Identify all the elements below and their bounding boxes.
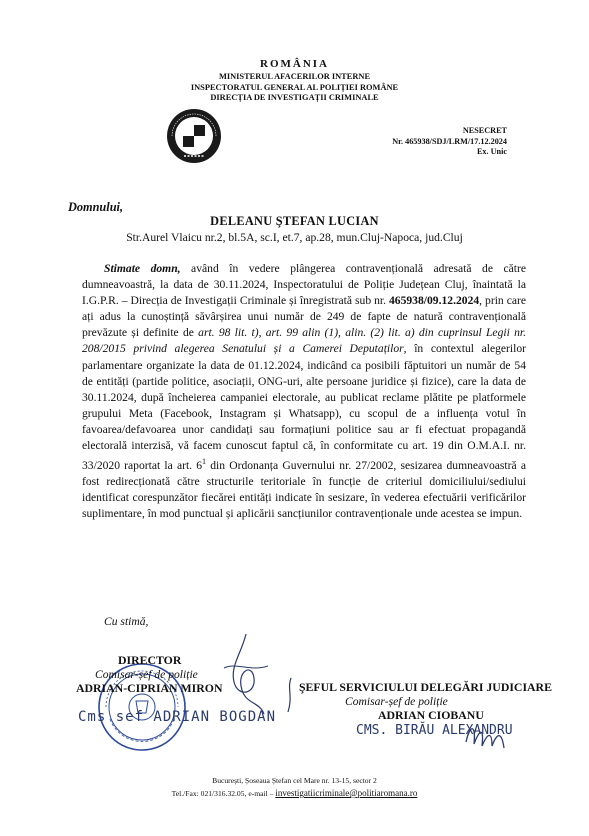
complaint-registration-number: 465938/09.12.2024 xyxy=(388,294,480,308)
footer-phone: Tel./Fax: 021/316.32.05, e-mail – xyxy=(171,789,274,798)
letter-body xyxy=(82,261,526,522)
body-text-4: din Ordonanța Guvernului nr. 27/2002, sesizarea dumneavoastră a fost redirecționată către structurile teritoriale în funcție de criteriul domiciliului/sediului identificat corespunzător fiecărei entități indicate în sesizare, în vederea efectuării verificărilor suplimentare, în mod punctual și aplicării sancțiunilor contravenționale unde acestea se impun. xyxy=(82,458,526,521)
inspectorate-line: INSPECTORATUL GENERAL AL POLIȚIEI ROMÂNE xyxy=(190,82,399,92)
director-signature-scribble xyxy=(216,632,276,717)
footer-address: București, Șoseaua Ștefan cel Mare nr. 13-15, sector 2 xyxy=(212,776,377,785)
right-signatory-rank: Comisar-șef de poliție xyxy=(345,695,448,708)
document-meta xyxy=(392,126,507,158)
body-paragraph xyxy=(82,261,526,522)
left-signatory-rank: Comisar-șef de poliție xyxy=(95,668,198,681)
greeting: Domnului, xyxy=(68,200,124,214)
body-text-1: având în vedere plângerea contravențională adresată de către dumneavoastră, la data de 30.11.2024, Inspectoratului de Poliție Județean Cluj, înaintată la I.G.P.R. – Direcția de Investigații Criminale și înregistrată sub nr. xyxy=(82,262,526,308)
left-signatory-name: ADRIAN-CIPRIAN MIRON xyxy=(76,681,223,695)
copy-label: Ex. Unic xyxy=(476,147,507,156)
police-crest-icon xyxy=(166,108,222,164)
right-signatory-name: ADRIAN CIOBANU xyxy=(378,708,484,722)
country-heading: ROMÂNIA xyxy=(260,58,329,70)
law-reference: art. 98 lit. t), art. 99 alin (1), alin. (2) lit. a) din cuprinsul Legii nr. 208/2015 privind alegerea Senatului și a Camerei Deputaților xyxy=(82,326,526,356)
ministry-line: MINISTERUL AFACERILOR INTERNE xyxy=(218,72,371,81)
right-signature-mark xyxy=(283,676,297,714)
right-handwritten-signature: CMS. BIRĂU ALEXANDRU xyxy=(356,723,513,738)
body-text-2: , prin care ați adus la cunoștință săvârșirea unui număr de 249 de fapte de natură contravențională prevăzute și definite de xyxy=(82,294,526,340)
classification-label: NESECRET xyxy=(462,126,507,135)
closing: Cu stimă, xyxy=(104,615,149,628)
right-signature-scribble xyxy=(462,718,508,754)
footer-contact xyxy=(0,788,589,798)
recipient-name: DELEANU ŞTEFAN LUCIAN xyxy=(210,214,379,228)
right-signatory-role: ŞEFUL SERVICIULUI DELEGĂRI JUDICIARE xyxy=(299,680,552,694)
directorate-line: DIRECȚIA DE INVESTIGAȚII CRIMINALE xyxy=(210,93,379,102)
superscript: 1 xyxy=(202,457,207,467)
body-text-3: , în contextul alegerilor parlamentare organizate la data de 01.12.2024, indicând ca posibili făptuitori un număr de 54 de entități (partide politice, asociații, ONG-uri, alte persoane juridice și fizice), care la data de 30.11.2024, după încheierea campaniei electorale, au publicat reclame plătite pe platformele grupului Meta (Facebook, Instagram și Whatsapp), cu scopul de a influența votul în favoarea/defavoarea unor candidați sau formațiuni politice sau ar fi efectuat propagandă electorală interzisă, vă facem cunoscut faptul că, în conformitate cu art. 19 din O.M.A.I. nr. 33/2020 raportat la art. 6 xyxy=(82,342,526,472)
recipient-address: Str.Aurel Vlaicu nr.2, bl.5A, sc.I, et.7, ap.28, mun.Cluj-Napoca, jud.Cluj xyxy=(126,231,463,244)
registration-number: Nr. 465938/SDJ/LRM/17.12.2024 xyxy=(392,136,507,146)
left-signatory-role: DIRECTOR xyxy=(118,653,182,667)
left-handwritten-signature: Cms sef ADRIAN BOGDAN xyxy=(78,709,277,725)
salutation: Stimate domn, xyxy=(104,262,181,275)
institution-heading xyxy=(0,72,589,104)
footer-email-link[interactable]: investigatiicriminale@politiaromana.ro xyxy=(275,788,418,798)
